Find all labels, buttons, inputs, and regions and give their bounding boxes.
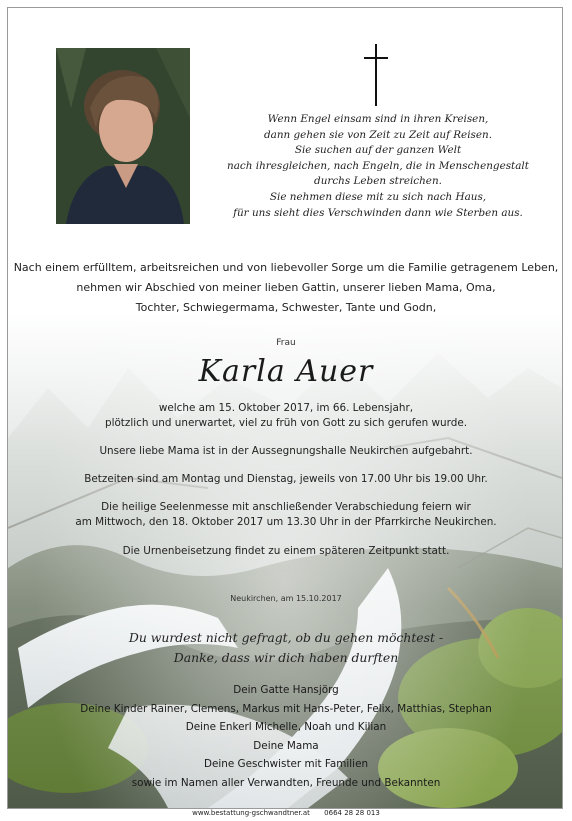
place-date: Neukirchen, am 15.10.2017	[230, 594, 342, 603]
poem-line: für uns sieht dies Verschwinden dann wie Sterben aus.	[233, 206, 523, 219]
footer	[0, 809, 572, 817]
salutation: Frau	[276, 338, 296, 348]
mourner-line: Deine Enkerl Michelle, Noah und Kilian	[185, 721, 387, 733]
farewell-quote	[8, 628, 563, 668]
mourner-line: sowie im Namen aller Verwandten, Freunde und Bekannten	[131, 776, 441, 789]
mourner-line: Dein Gatte Hansjörg	[233, 684, 339, 696]
poem-line: durchs Leben streichen.	[314, 175, 442, 188]
mourner-line: Deine Mama	[253, 739, 319, 752]
footer-website[interactable]: www.bestattung-gschwandtner.at	[192, 809, 310, 817]
prayers-line: Betzeiten sind am Montag und Dienstag, jeweils von 17.00 Uhr bis 19.00 Uhr.	[84, 473, 488, 485]
intro-paragraph	[8, 258, 563, 318]
mass-line-1: Die heilige Seelenmesse mit anschließender Verabschiedung feiern wir	[101, 501, 471, 513]
portrait-photo	[56, 48, 190, 224]
poem	[208, 112, 548, 221]
intro-line: nehmen wir Abschied von meiner lieben Gattin, unserer lieben Mama, Oma,	[76, 281, 496, 294]
cross-icon	[364, 44, 388, 106]
poem-line: Wenn Engel einsam sind in ihren Kreisen,	[267, 113, 489, 125]
intro-line: Nach einem erfülltem, arbeitsreichen und von liebevoller Sorge um die Familie getragenem Leben,	[13, 261, 559, 274]
portrait-image	[56, 48, 190, 224]
death-line-1: welche am 15. Oktober 2017, im 66. Lebensjahr,	[158, 402, 414, 414]
deceased-name: Karla Auer	[198, 354, 374, 389]
intro-line: Tochter, Schwiegermama, Schwester, Tante und Godn,	[135, 301, 437, 314]
poem-line: Sie nehmen diese mit zu sich nach Haus,	[269, 190, 487, 203]
mourner-line: Deine Kinder Rainer, Clemens, Markus mit Hans-Peter, Felix, Matthias, Stephan	[80, 702, 492, 715]
mass-line-2: am Mittwoch, den 18. Oktober 2017 um 13.30 Uhr in der Pfarrkirche Neukirchen.	[75, 516, 497, 528]
quote-line-1: Du wurdest nicht gefragt, ob du gehen möchtest -	[128, 630, 444, 645]
footer-phone: 0664 28 28 013	[324, 809, 380, 817]
poem-line: nach ihresgleichen, nach Engeln, die in Menschengestalt	[227, 159, 529, 172]
quote-line-2: Danke, dass wir dich haben durften	[173, 650, 399, 665]
laid-out-line: Unsere liebe Mama ist in der Aussegnungshalle Neukirchen aufgebahrt.	[99, 445, 473, 457]
death-line-2: plötzlich und unerwartet, viel zu früh von Gott zu sich gerufen wurde.	[104, 417, 468, 429]
poem-line: Sie suchen auf der ganzen Welt	[294, 144, 462, 157]
mourners-list	[8, 681, 563, 792]
urn-line: Die Urnenbeisetzung findet zu einem späteren Zeitpunkt statt.	[122, 545, 450, 557]
mourner-line: Deine Geschwister mit Familien	[203, 758, 369, 770]
poem-line: dann gehen sie von Zeit zu Zeit auf Reisen.	[263, 128, 492, 141]
obituary-card	[7, 7, 563, 809]
